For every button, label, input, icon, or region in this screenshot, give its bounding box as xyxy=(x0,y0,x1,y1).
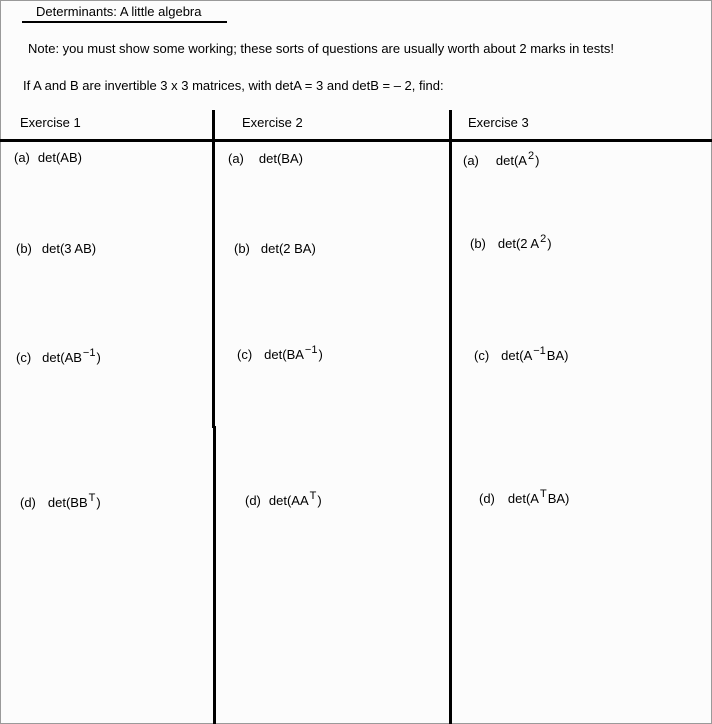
exercise-3-item-d xyxy=(479,488,570,506)
exercise-1-item-d xyxy=(20,492,101,510)
item-expression: det(BA) xyxy=(258,151,303,166)
item-label: (d) xyxy=(245,493,261,508)
note-text: Note: you must show some working; these sorts of questions are usually worth about 2 marks in tests! xyxy=(28,41,614,56)
item-expression: det(2 BA) xyxy=(260,241,316,256)
exercise-2-item-d xyxy=(245,490,322,508)
item-label: (d) xyxy=(479,491,495,506)
column-header-exercise-3: Exercise 3 xyxy=(468,115,529,130)
item-expression: $\det(A^2)$ xyxy=(495,150,540,168)
exercise-1-item-c xyxy=(16,347,101,365)
exercise-2-item-b xyxy=(234,241,318,256)
item-expression: $\det(A^{-1}BA)$ xyxy=(501,345,569,363)
item-expression: $\det(AB^{-1})$ xyxy=(42,347,101,365)
item-label: (a) xyxy=(14,150,30,165)
column-header-exercise-1: Exercise 1 xyxy=(20,115,81,130)
item-label: (b) xyxy=(234,241,250,256)
item-expression: $\det(A^TBA)$ xyxy=(507,488,570,506)
exercise-2-item-a xyxy=(228,151,305,166)
item-label: (c) xyxy=(474,348,490,363)
item-label: (a) xyxy=(228,151,244,166)
column-divider-1-upper xyxy=(212,110,215,428)
exercise-2-item-c xyxy=(237,344,323,362)
item-expression: det(AB) xyxy=(37,150,82,165)
column-divider-2 xyxy=(449,110,452,724)
item-expression: $\det(BB^T)$ xyxy=(47,492,101,510)
item-label: (c) xyxy=(237,347,253,362)
item-label: (b) xyxy=(470,236,486,251)
item-label: (b) xyxy=(16,241,32,256)
page-title: Determinants: A little algebra xyxy=(36,4,202,19)
exercise-3-item-c xyxy=(474,345,569,363)
item-label: (a) xyxy=(463,153,479,168)
item-label: (c) xyxy=(16,350,32,365)
column-header-exercise-2: Exercise 2 xyxy=(242,115,303,130)
exercise-1-item-a xyxy=(14,150,84,165)
exercise-3-item-b xyxy=(470,233,552,251)
intro-text: If A and B are invertible 3 x 3 matrices, with detA = 3 and detB = – 2, find: xyxy=(23,78,444,93)
item-expression: $\det(BA^{-1})$ xyxy=(264,344,323,362)
item-expression: det(2 $A^2$) xyxy=(497,233,552,251)
exercise-1-item-b xyxy=(16,241,98,256)
item-expression: $\det(AA^T)$ xyxy=(268,490,322,508)
exercise-3-item-a xyxy=(463,150,540,168)
column-divider-1-lower xyxy=(213,426,216,724)
item-expression: det(3 AB) xyxy=(41,241,97,256)
title-underline xyxy=(22,21,227,23)
header-divider xyxy=(0,139,712,142)
item-label: (d) xyxy=(20,495,36,510)
